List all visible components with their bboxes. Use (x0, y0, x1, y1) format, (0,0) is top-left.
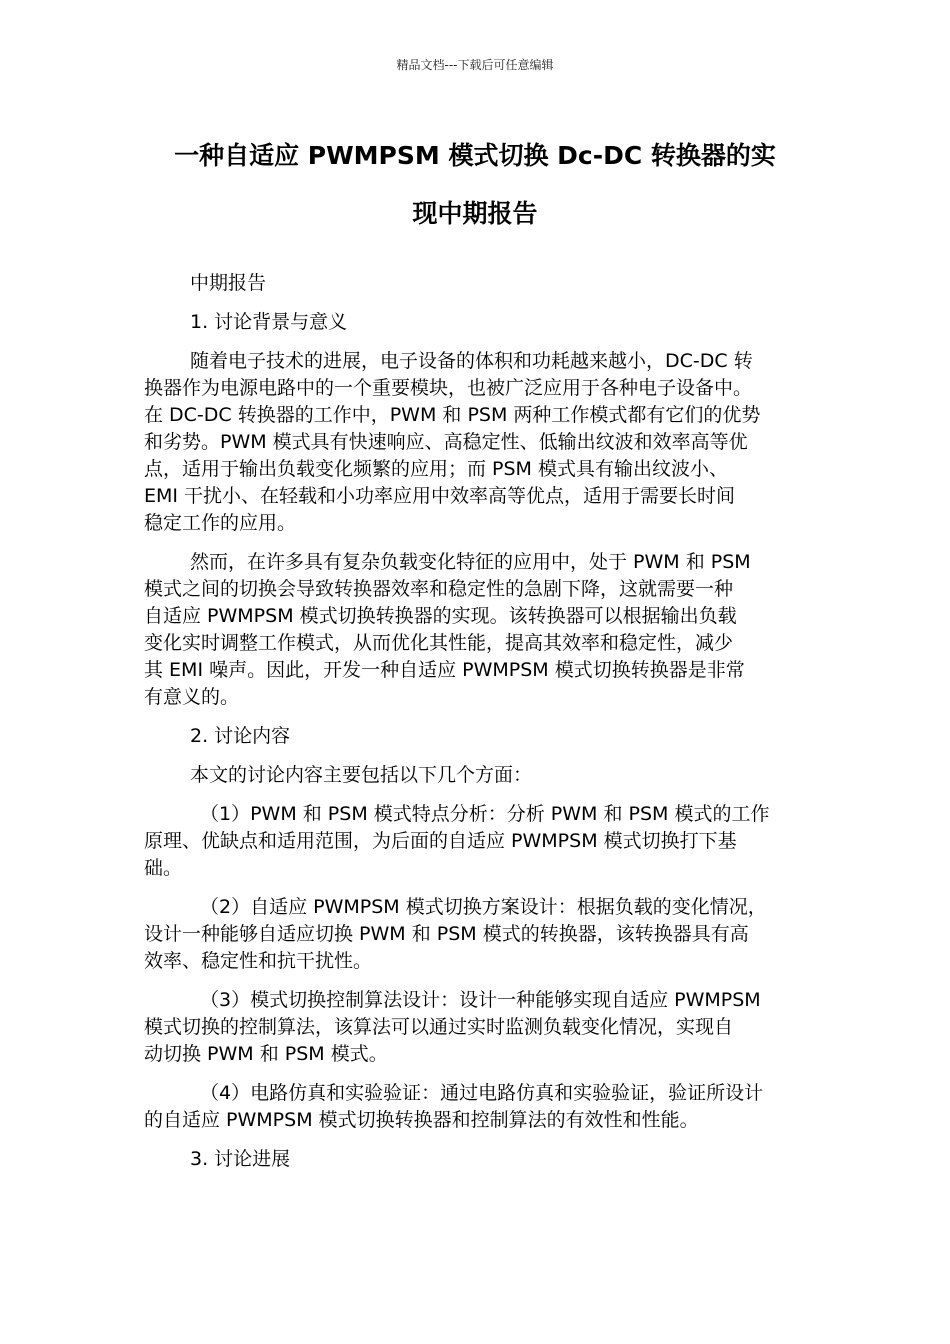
document-body (144, 270, 806, 1185)
heading-progress: 3. 讨论进展 (190, 1148, 291, 1170)
paragraph-line: 有意义的。 (144, 686, 240, 708)
heading-content: 2. 讨论内容 (190, 725, 291, 747)
paragraph-line: 点，适用于输出负载变化频繁的应用；而 PSM 模式具有输出纹波小、 (144, 458, 728, 480)
header-watermark: 精品文档---下载后可任意编辑 (396, 58, 554, 72)
section-label: 中期报告 (190, 272, 267, 294)
paragraph-line: 变化实时调整工作模式，从而优化其性能，提高其效率和稳定性，减少 (144, 632, 734, 654)
paragraph-line: 自适应 PWMPSM 模式切换转换器的实现。该转换器可以根据输出负载 (144, 605, 737, 627)
list-item-line: （3）模式切换控制算法设计：设计一种能够实现自适应 PWMPSM (200, 989, 761, 1011)
list-item-1 (144, 801, 806, 882)
paragraph-line: 换器作为电源电路中的一个重要模块，也被广泛应用于各种电子设备中。 (144, 377, 753, 399)
list-item-line: 原理、优缺点和适用范围，为后面的自适应 PWMPSM 模式切换打下基 (144, 830, 737, 852)
list-item-line: （4）电路仿真和实验验证：通过电路仿真和实验验证，验证所设计 (200, 1082, 764, 1104)
document-title (144, 136, 806, 234)
list-item-line: 的自适应 PWMPSM 模式切换转换器和控制算法的有效性和性能。 (144, 1109, 699, 1131)
list-item-line: 效率、稳定性和抗干扰性。 (144, 950, 373, 972)
list-item-line: （2）自适应 PWMPSM 模式切换方案设计：根据负载的变化情况， (200, 896, 767, 918)
paragraph-line: 稳定工作的应用。 (144, 512, 297, 534)
list-item-line: 设计一种能够自适应切换 PWM 和 PSM 模式的转换器，该转换器具有高 (144, 923, 749, 945)
paragraph-line: 模式之间的切换会导致转换器效率和稳定性的急剧下降，这就需要一种 (144, 578, 734, 600)
list-item-line: 础。 (144, 857, 183, 879)
title-line-1: 一种自适应 PWMPSM 模式切换 Dc-DC 转换器的实 (174, 141, 776, 170)
content-intro: 本文的讨论内容主要包括以下几个方面： (190, 764, 533, 786)
paragraph-line: 在 DC-DC 转换器的工作中，PWM 和 PSM 两种工作模式都有它们的优势 (144, 404, 761, 426)
paragraph-background (144, 348, 806, 537)
list-item-2 (144, 894, 806, 975)
list-item-4 (144, 1080, 806, 1134)
paragraph-line: 然而，在许多具有复杂负载变化特征的应用中，处于 PWM 和 PSM (190, 551, 751, 573)
list-item-line: 动切换 PWM 和 PSM 模式。 (144, 1043, 388, 1065)
list-item-line: （1）PWM 和 PSM 模式特点分析：分析 PWM 和 PSM 模式的工作 (200, 803, 770, 825)
heading-background: 1. 讨论背景与意义 (190, 311, 348, 333)
title-line-2: 现中期报告 (412, 199, 538, 228)
paragraph-line: 随着电子技术的进展，电子设备的体积和功耗越来越小，DC-DC 转 (190, 350, 753, 372)
list-item-line: 模式切换的控制算法，该算法可以通过实时监测负载变化情况，实现自 (144, 1016, 734, 1038)
paragraph-line: 和劣势。PWM 模式具有快速响应、高稳定性、低输出纹波和效率高等优 (144, 431, 748, 453)
paragraph-motivation (144, 549, 806, 711)
paragraph-line: EMI 干扰小、在轻载和小功率应用中效率高等优点，适用于需要长时间 (144, 485, 736, 507)
list-item-3 (144, 987, 806, 1068)
paragraph-line: 其 EMI 噪声。因此，开发一种自适应 PWMPSM 模式切换转换器是非常 (144, 659, 745, 681)
